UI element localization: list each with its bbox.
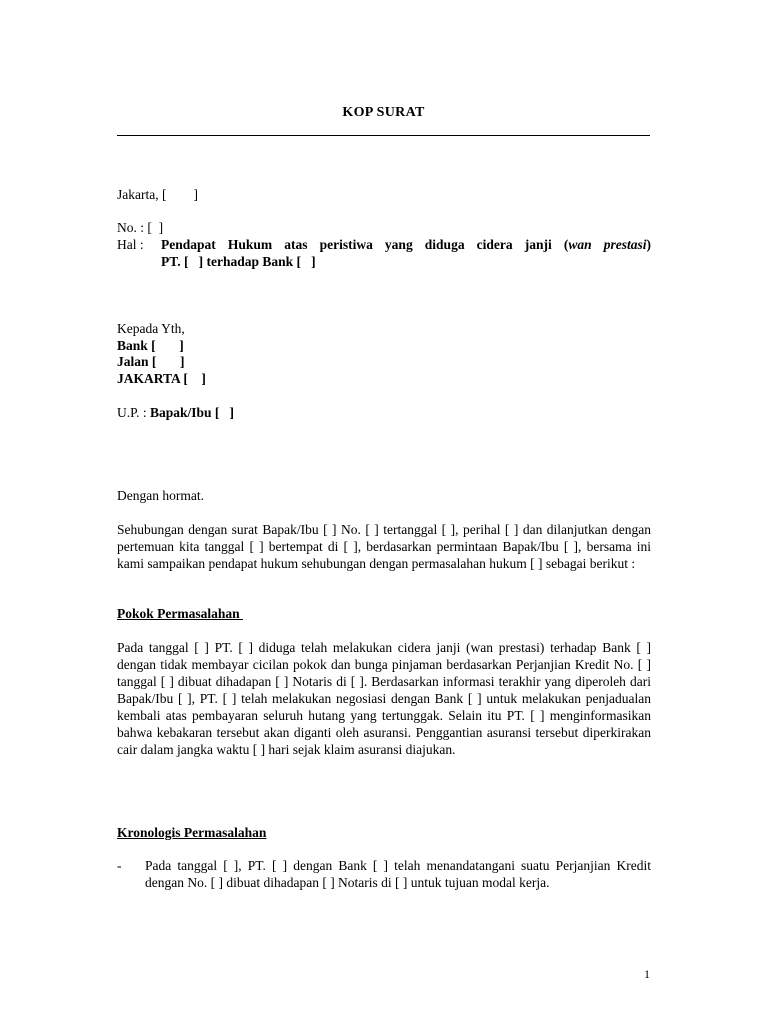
recipient-street: Jalan [ ] [117, 354, 185, 369]
attention-label: U.P. : [117, 405, 151, 420]
subject-text [161, 236, 651, 270]
section-title-pokok: Pokok Permasalahan [117, 606, 244, 621]
page-number: 1 [644, 967, 650, 981]
subject-line-2: PT. [ ] terhadap Bank [ ] [161, 254, 316, 269]
intro-paragraph: Sehubungan dengan surat Bapak/Ibu [ ] No. [ ] tertanggal [ ], perihal [ ] dan dilanjutkan dengan pertemuan kita tanggal [ ] bertempat di [ ], berdasarkan permintaan Bapak/Ibu [ ], bersama ini kami sampaikan pendapat hukum sehubungan dengan permasalahan hukum [ ] sebagai berikut : [117, 522, 651, 571]
attention-value: Bapak/Ibu [ ] [150, 405, 235, 420]
letterhead-divider [117, 135, 650, 136]
bullet-mark: - [117, 858, 122, 873]
subject-line-1-italic: wan prestasi [568, 237, 647, 252]
letter-number: No. : [ ] [117, 220, 164, 235]
place-date: Jakarta, [ ] [117, 187, 198, 202]
attention-line [117, 404, 234, 421]
recipient-bank: Bank [ ] [117, 338, 184, 353]
kronologis-item: Pada tanggal [ ], PT. [ ] dengan Bank [ ] telah menandatangani suatu Perjanjian Kredit dengan No. [ ] dibuat dihadapan [ ] Notaris di [ ] untuk tujuan modal kerja. [145, 858, 651, 890]
subject-line-1-prefix: Pendapat Hukum atas peristiwa yang diduga cidera janji ( [161, 237, 569, 252]
recipient-city: JAKARTA [ ] [117, 371, 206, 386]
subject-line-1-suffix: ) [646, 237, 651, 252]
subject-line-1 [161, 236, 651, 253]
recipient-greeting: Kepada Yth, [117, 321, 185, 336]
salutation: Dengan hormat. [117, 488, 204, 503]
pokok-paragraph: Pada tanggal [ ] PT. [ ] diduga telah melakukan cidera janji (wan prestasi) terhadap Bank [ ] dengan tidak membayar cicilan pokok dan bunga pinjaman berdasarkan Perjanjian Kredit No. [ ] tanggal [ ] dibuat dihadapan [ ] Notaris di [ ]. Berdasarkan informasi terakhir yang diperoleh dari Bapak/Ibu [ ], PT. [ ] telah melakukan negosiasi dengan Bank [ ] untuk melakukan penjadualan kembali atas pembayaran seluruh hutang yang tertunggak. Selain itu PT. [ ] menginformasikan bahwa kebakaran tersebut akan diganti oleh asuransi. Penggantian asuransi tersebut diperkirakan cair dalam jangka waktu [ ] hari sejak klaim asuransi diajukan. [117, 640, 651, 757]
letterhead-title: KOP SURAT [342, 105, 425, 120]
section-title-kronologis: Kronologis Permasalahan [117, 825, 267, 840]
subject-label: Hal : [117, 237, 144, 252]
